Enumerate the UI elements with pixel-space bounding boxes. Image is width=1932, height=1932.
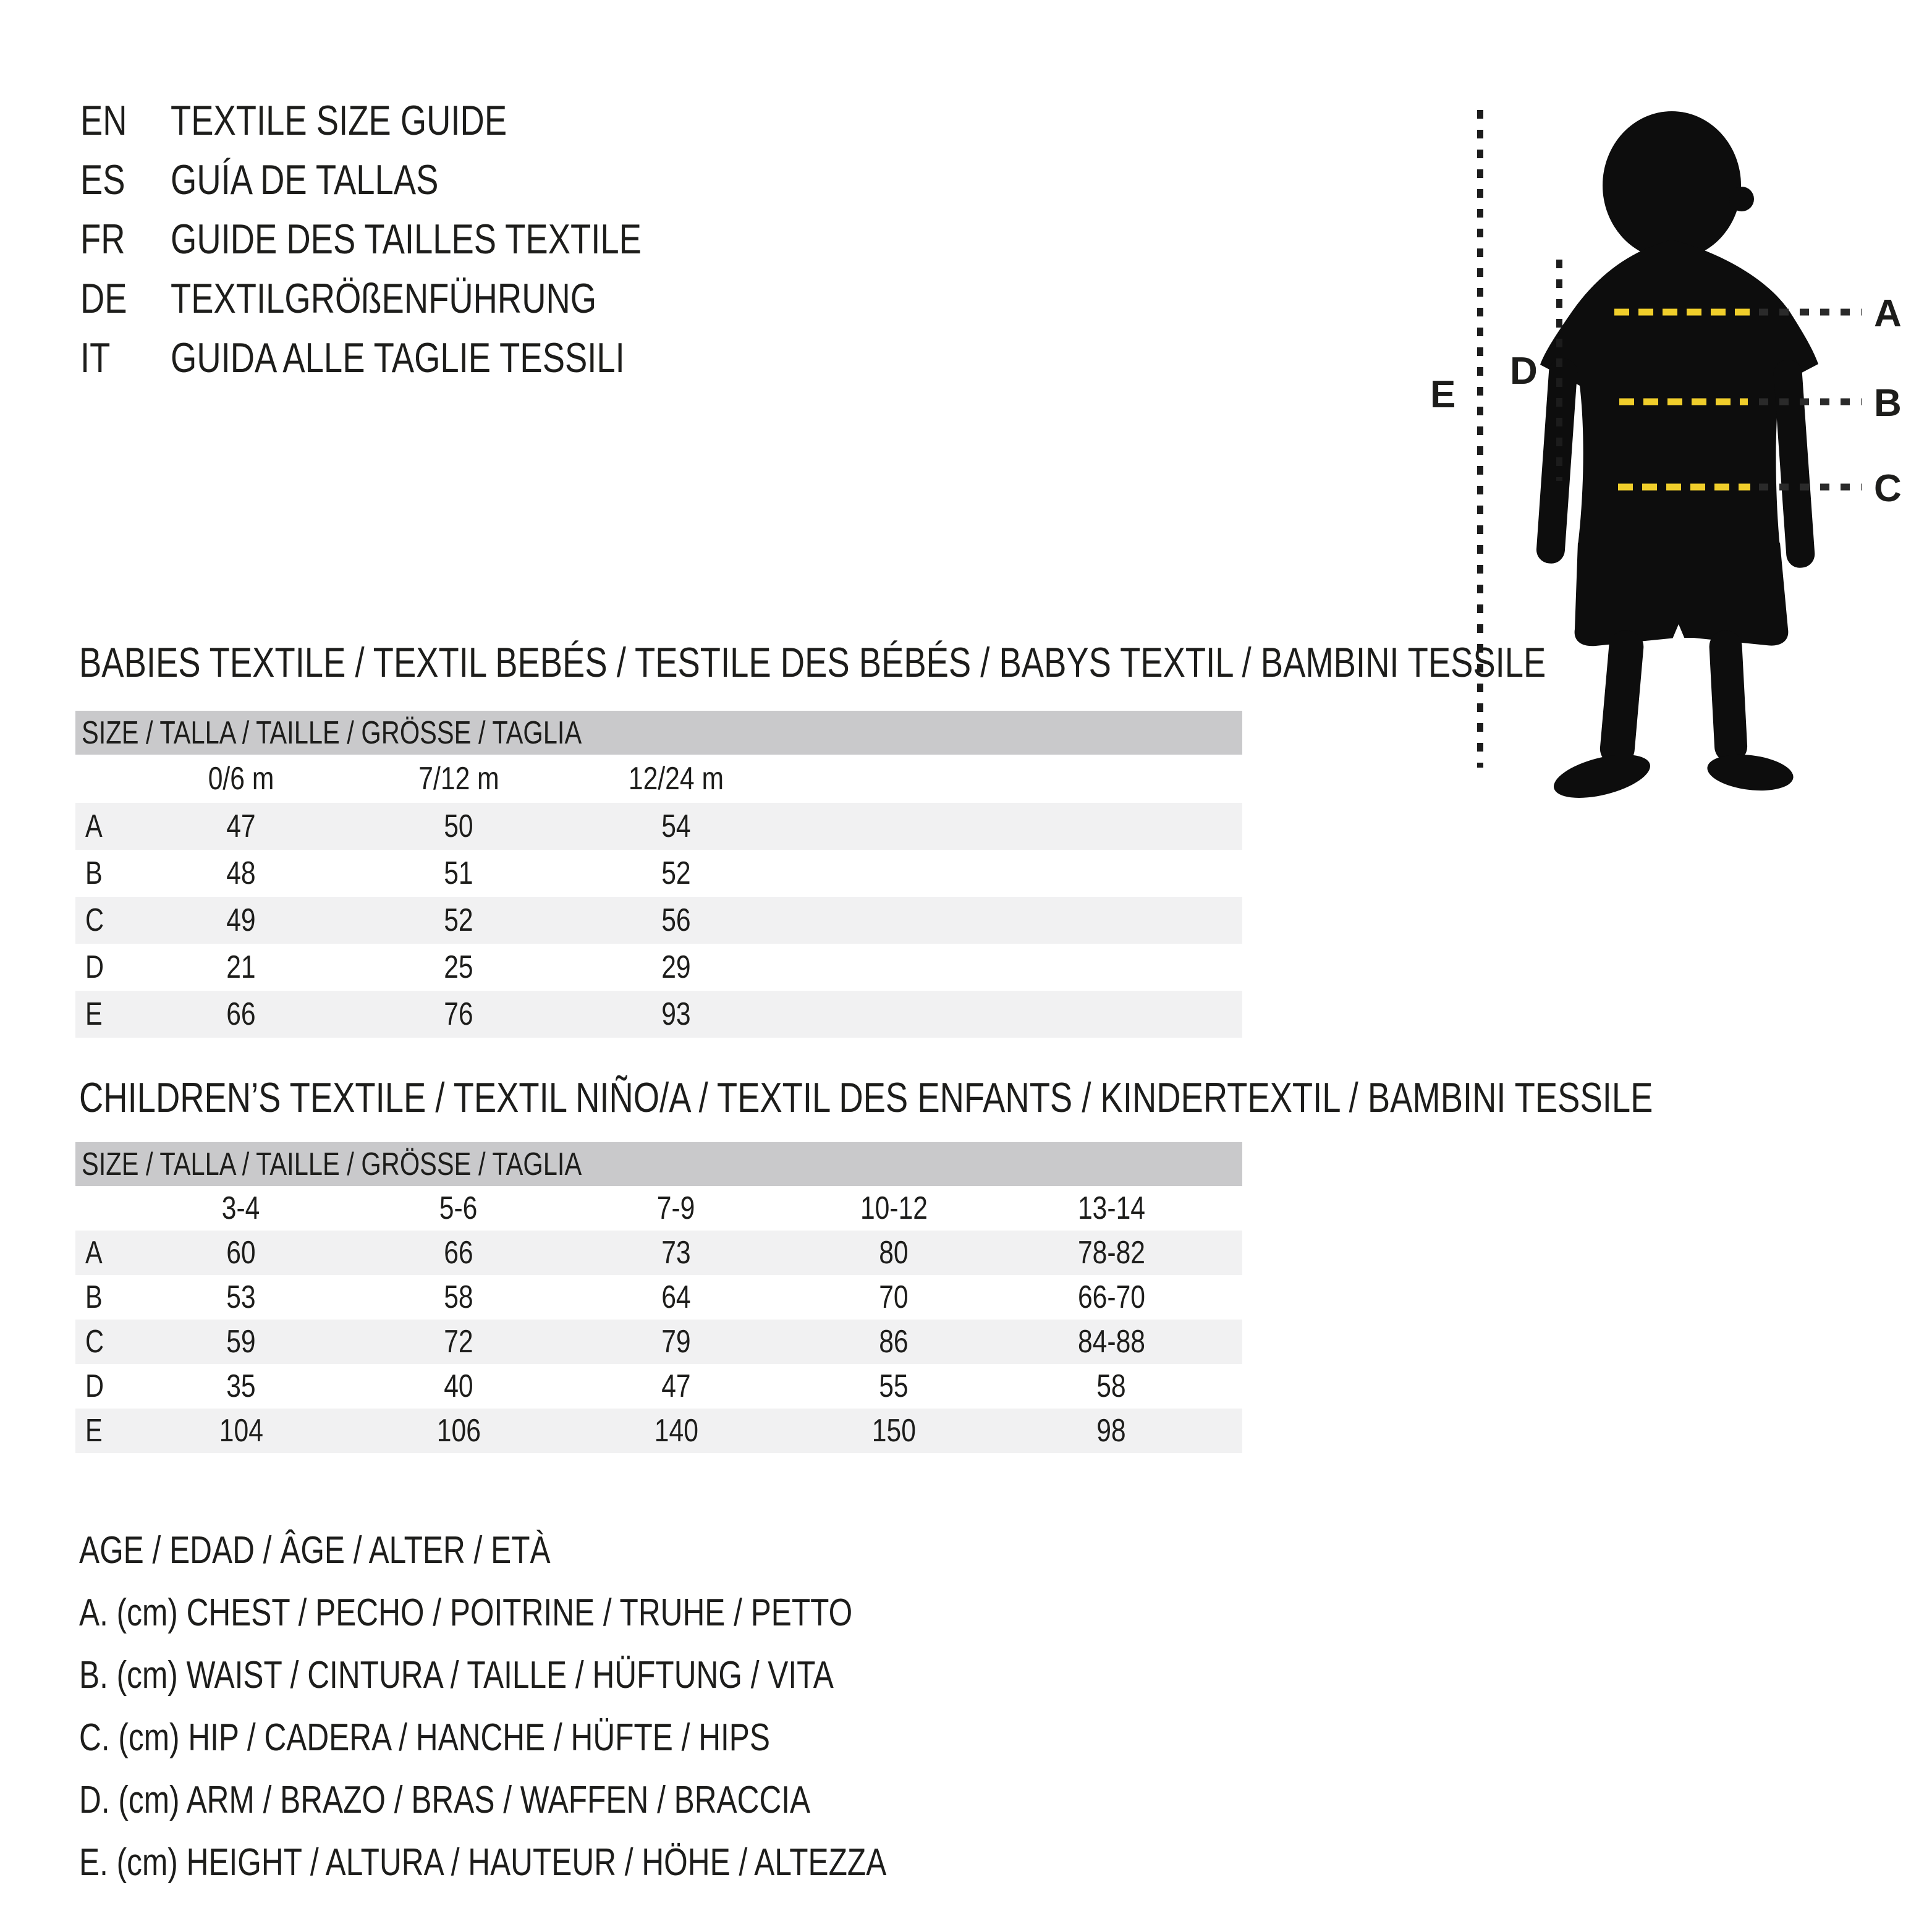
cell-value: 58 xyxy=(444,1279,473,1315)
table-row xyxy=(75,991,1242,1038)
row-label: E xyxy=(85,1413,103,1449)
table-row xyxy=(75,850,1242,897)
row-label: D xyxy=(85,1368,104,1404)
legend-line xyxy=(79,1831,1088,1894)
column-header: 3-4 xyxy=(222,1190,260,1226)
language-row xyxy=(80,91,759,150)
cell-value: 29 xyxy=(661,949,691,985)
cell-value: 106 xyxy=(436,1413,481,1449)
table-row xyxy=(75,1320,1242,1364)
language-title: GUIDE DES TAILLES TEXTILE xyxy=(171,216,642,263)
cell-value: 47 xyxy=(226,808,256,844)
legend-text: E. (cm) HEIGHT / ALTURA / HAUTEUR / HÖHE / ALTEZZA xyxy=(79,1841,887,1884)
size-header-text: SIZE / TALLA / TAILLE / GRÖSSE / TAGLIA xyxy=(82,714,582,751)
cell-value: 104 xyxy=(219,1413,263,1449)
legend-text: C. (cm) HIP / CADERA / HANCHE / HÜFTE / HIPS xyxy=(79,1716,770,1759)
language-code: IT xyxy=(80,334,111,381)
legend-line xyxy=(79,1644,1088,1706)
babies-size-table xyxy=(75,711,1242,1038)
legend-line xyxy=(79,1519,1088,1582)
cell-value: 98 xyxy=(1096,1413,1126,1449)
language-title-list xyxy=(80,91,759,388)
size-header-text: SIZE / TALLA / TAILLE / GRÖSSE / TAGLIA xyxy=(82,1146,582,1182)
cell-value: 79 xyxy=(661,1324,691,1360)
cell-value: 64 xyxy=(661,1279,691,1315)
language-row xyxy=(80,210,759,269)
column-header: 10-12 xyxy=(860,1190,928,1226)
cell-value: 86 xyxy=(879,1324,909,1360)
legend-line xyxy=(79,1706,1088,1769)
cell-value: 48 xyxy=(226,855,256,891)
table-row xyxy=(75,897,1242,944)
cell-value: 25 xyxy=(444,949,473,985)
cell-value: 78-82 xyxy=(1077,1235,1145,1271)
children-heading-text: CHILDREN’S TEXTILE / TEXTIL NIÑO/A / TEXTIL DES ENFANTS / KINDERTEXTIL / BAMBINI TESSILE xyxy=(79,1074,1653,1121)
legend-text: AGE / EDAD / ÂGE / ALTER / ETÀ xyxy=(79,1529,551,1572)
column-header: 12/24 m xyxy=(628,761,724,797)
row-label: E xyxy=(85,996,103,1032)
cell-value: 73 xyxy=(661,1235,691,1271)
row-label: B xyxy=(85,855,103,891)
measurement-figure xyxy=(1384,56,1928,836)
table-row xyxy=(75,944,1242,991)
legend-line xyxy=(79,1582,1088,1644)
table-row xyxy=(75,1364,1242,1409)
legend-text: A. (cm) CHEST / PECHO / POITRINE / TRUHE / PETTO xyxy=(79,1591,853,1634)
column-header: 5-6 xyxy=(439,1190,478,1226)
column-header: 0/6 m xyxy=(208,761,274,797)
cell-value: 66 xyxy=(226,996,256,1032)
cell-value: 49 xyxy=(226,902,256,938)
cell-value: 93 xyxy=(661,996,691,1032)
child-silhouette-diagram xyxy=(1384,56,1928,836)
row-label: D xyxy=(85,949,104,985)
legend-text: D. (cm) ARM / BRAZO / BRAS / WAFFEN / BRACCIA xyxy=(79,1779,811,1821)
table-row xyxy=(75,803,1242,850)
cell-value: 150 xyxy=(871,1413,916,1449)
babies-section-heading xyxy=(79,640,1913,685)
cell-value: 70 xyxy=(879,1279,909,1315)
measurement-legend xyxy=(79,1519,1088,1894)
language-code: ES xyxy=(80,156,125,203)
cell-value: 50 xyxy=(444,808,473,844)
cell-value: 21 xyxy=(226,949,256,985)
figure-label-e: E xyxy=(1430,373,1456,416)
cell-value: 140 xyxy=(654,1413,698,1449)
language-title: TEXTILGRÖßENFÜHRUNG xyxy=(171,275,597,322)
cell-value: 72 xyxy=(444,1324,473,1360)
language-row xyxy=(80,328,759,388)
cell-value: 76 xyxy=(444,996,473,1032)
language-code: FR xyxy=(80,216,125,263)
figure-label-d: D xyxy=(1510,350,1538,392)
language-title: GUIDA ALLE TAGLIE TESSILI xyxy=(171,334,625,381)
cell-value: 58 xyxy=(1096,1368,1126,1404)
babies-column-headers xyxy=(75,755,1242,803)
table-row xyxy=(75,1275,1242,1320)
child-silhouette-icon xyxy=(1535,111,1818,806)
row-label: A xyxy=(85,808,103,844)
row-label: C xyxy=(85,1324,104,1360)
figure-label-a: A xyxy=(1874,292,1902,335)
cell-value: 54 xyxy=(661,808,691,844)
cell-value: 53 xyxy=(226,1279,256,1315)
column-header: 7-9 xyxy=(657,1190,695,1226)
cell-value: 40 xyxy=(444,1368,473,1404)
figure-label-c: C xyxy=(1874,467,1902,510)
language-title: GUÍA DE TALLAS xyxy=(171,156,439,203)
legend-text: B. (cm) WAIST / CINTURA / TAILLE / HÜFTUNG / VITA xyxy=(79,1654,834,1697)
children-size-table xyxy=(75,1142,1242,1453)
language-title: TEXTILE SIZE GUIDE xyxy=(171,97,507,144)
cell-value: 80 xyxy=(879,1235,909,1271)
cell-value: 52 xyxy=(661,855,691,891)
children-column-headers xyxy=(75,1186,1242,1231)
cell-value: 60 xyxy=(226,1235,256,1271)
row-label: B xyxy=(85,1279,103,1315)
row-label: C xyxy=(85,902,104,938)
language-row xyxy=(80,269,759,328)
cell-value: 84-88 xyxy=(1077,1324,1145,1360)
cell-value: 51 xyxy=(444,855,473,891)
cell-value: 35 xyxy=(226,1368,256,1404)
figure-label-b: B xyxy=(1874,382,1902,425)
cell-value: 66-70 xyxy=(1077,1279,1145,1315)
language-code: DE xyxy=(80,275,127,322)
column-header: 13-14 xyxy=(1077,1190,1145,1226)
table-row xyxy=(75,1409,1242,1453)
language-row xyxy=(80,150,759,210)
row-label: A xyxy=(85,1235,103,1271)
cell-value: 47 xyxy=(661,1368,691,1404)
children-section-heading xyxy=(79,1075,1932,1120)
cell-value: 66 xyxy=(444,1235,473,1271)
language-code: EN xyxy=(80,97,127,144)
cell-value: 52 xyxy=(444,902,473,938)
children-size-header-bar xyxy=(75,1142,1242,1186)
column-header: 7/12 m xyxy=(418,761,499,797)
table-row xyxy=(75,1231,1242,1275)
legend-line xyxy=(79,1769,1088,1831)
babies-size-header-bar xyxy=(75,711,1242,755)
babies-heading-text: BABIES TEXTILE / TEXTIL BEBÉS / TESTILE DES BÉBÉS / BABYS TEXTIL / BAMBINI TESSILE xyxy=(79,639,1546,686)
cell-value: 59 xyxy=(226,1324,256,1360)
cell-value: 55 xyxy=(879,1368,909,1404)
cell-value: 56 xyxy=(661,902,691,938)
